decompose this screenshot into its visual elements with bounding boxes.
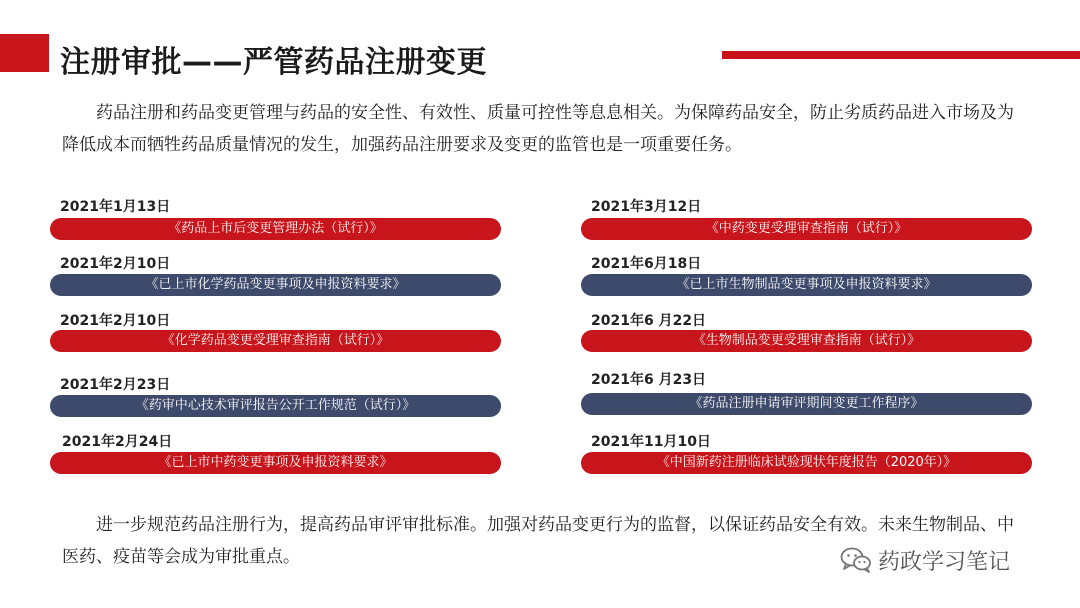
- watermark-text: 药政学习笔记: [878, 549, 1011, 575]
- left-entry-date: 2021年1月13日: [60, 199, 171, 215]
- right-entry-date: 2021年6 月22日: [591, 313, 707, 329]
- conclusion-paragraph: 进一步规范药品注册行为，提高药品审评审批标准。加强对药品变更行为的监督，以保证药品安全有效。未来生物制品、中医药、疫苗等会成为审批重点。: [62, 515, 1014, 567]
- right-entry-document: 《中国新药注册临床试验现状年度报告（2020年）》: [581, 452, 1032, 474]
- left-entry-document: 《已上市中药变更事项及申报资料要求》: [50, 452, 501, 474]
- intro-paragraph: 药品注册和药品变更管理与药品的安全性、有效性、质量可控性等息息相关。为保障药品安全，防止劣质药品进入市场及为降低成本而牺牲药品质量情况的发生，加强药品注册要求及变更的监管也是一项重要任务。: [62, 103, 1014, 155]
- right-entry-document: 《生物制品变更受理审查指南（试行）》: [581, 330, 1032, 352]
- right-entry-document: 《已上市生物制品变更事项及申报资料要求》: [581, 274, 1032, 296]
- left-entry-document: 《药审中心技术审评报告公开工作规范（试行）》: [50, 395, 501, 417]
- left-entry-date: 2021年2月24日: [62, 434, 173, 450]
- wechat-watermark: [840, 543, 1010, 577]
- left-entry-date: 2021年2月10日: [60, 313, 171, 329]
- wechat-icon: [840, 546, 872, 574]
- page-title: 注册审批——严管药品注册变更: [60, 45, 487, 80]
- right-entry-date: 2021年6月18日: [591, 256, 702, 272]
- title-accent-block: [0, 34, 49, 72]
- right-entry-date: 2021年11月10日: [591, 434, 711, 450]
- right-entry-document: 《中药变更受理审查指南（试行）》: [581, 218, 1032, 240]
- left-entry-date: 2021年2月23日: [60, 377, 171, 393]
- title-accent-line: [722, 51, 1080, 59]
- right-entry-date: 2021年3月12日: [591, 199, 702, 215]
- left-entry-date: 2021年2月10日: [60, 256, 171, 272]
- left-entry-document: 《药品上市后变更管理办法（试行）》: [50, 218, 501, 240]
- right-entry-date: 2021年6 月23日: [591, 372, 707, 388]
- left-entry-document: 《已上市化学药品变更事项及申报资料要求》: [50, 274, 501, 296]
- left-entry-document: 《化学药品变更受理审查指南（试行）》: [50, 330, 501, 352]
- right-entry-document: 《药品注册申请审评期间变更工作程序》: [581, 393, 1032, 415]
